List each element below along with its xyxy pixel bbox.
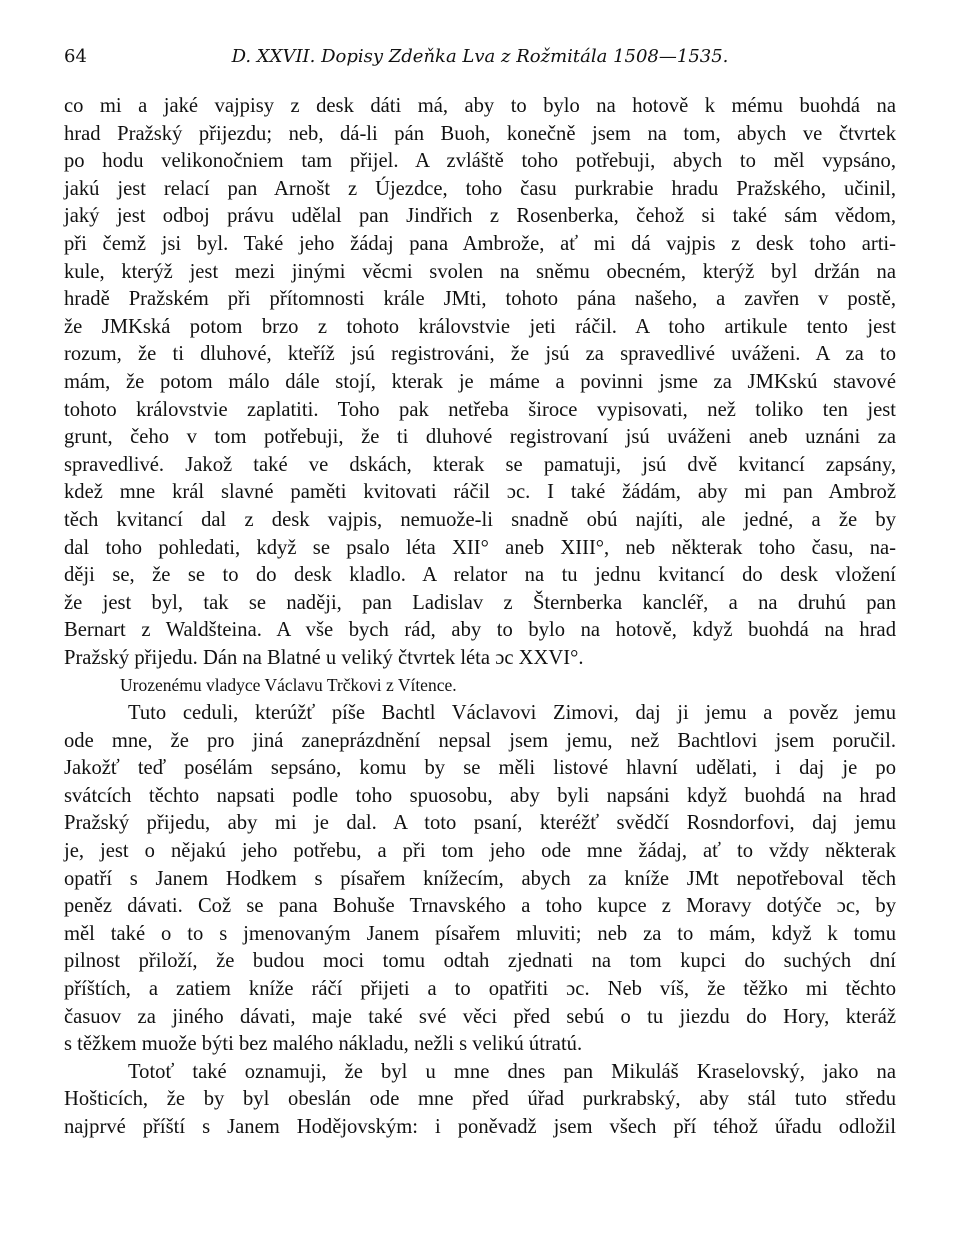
text-line: pilnost přiloží, že budou moci tomu odtah zjednati na tom kupci do suchých dní <box>64 950 896 973</box>
text-line: Tuto ceduli, kterúžť píše Bachtl Václavovi Zimovi, daj ji jemu a pověz jemu <box>128 702 896 725</box>
page-header <box>64 46 896 76</box>
text-line: Pražský přijedu. Dán na Blatné u veliký čtvrtek léta ɔc XXVI°. <box>64 646 584 669</box>
text-line: jakú jest relací pan Arnošt z Újezdce, toho času purkrabie hradu Pražského, učinil, <box>64 177 896 200</box>
paragraph-3 <box>64 1059 896 1142</box>
text-line: najprvé příští s Janem Hodějovským: i poněvadž jsem všech pří téhož úřadu odložil <box>64 1115 896 1138</box>
text-line: Hošticích, že by byl obeslán ode mne před úřad purkrabský, aby stál tuto středu <box>64 1088 896 1111</box>
text-line: při čemž jsi byl. Také jeho žádaj pana Ambrože, ať mi dá vajpis z desk toho arti- <box>64 232 896 255</box>
text-line: těch kvitancí dal z desk vajpis, nemuože-li snadně obú najíti, ale jedné, a že by <box>64 508 896 531</box>
text-line: po hodu velikonočniem tam přijel. A zvláště toho potřebuji, abych to měl vypsáno, <box>64 150 896 173</box>
letter-body <box>64 93 896 1142</box>
text-line: Jakožť teď posélám sepsáno, komu by se měli listové hlavní udělati, i daj je po <box>64 757 896 780</box>
text-line: časuov za jiného dávati, maje také své věci před sebú o tu jiezdu do Hory, kteráž <box>64 1005 896 1028</box>
text-line: že jest byl, tak se naději, pan Ladislav z Šternberka kancléř, a na druhú pan <box>64 591 896 614</box>
text-line: jaký jest odboj právu udělal pan Jindřich z Rosenberka, čehož si také sám vědom, <box>64 205 896 228</box>
text-line: kule, kterýž jest mezi jinými věcmi svolen na sněmu obecném, kterýž byl držán na <box>64 260 896 283</box>
text-line: ději se, že se to do desk kladlo. A relator na tu jednu kvitancí do desk vložení <box>64 564 896 587</box>
text-line: příštích, a zatiem kníže ráčí přijeti a to opatřiti ɔc. Neb víš, že těžko mi těchto <box>64 978 896 1000</box>
text-line: opatří s Janem Hodkem s písařem knížecím, abych za kníže JMt nepotřeboval těch <box>64 867 896 890</box>
text-line: co mi a jaké vajpisy z desk dáti má, aby to bylo na hotově k mému buohdá na <box>64 95 896 117</box>
text-line: hradě Pražském při přítomnosti krále JMti, tohoto pána našeho, a zavřen v postě, <box>64 288 896 311</box>
text-line: tohoto královstvie zaplatiti. Toho pak netřeba široce vypisovati, než toliko ten jest <box>64 398 896 421</box>
text-line: Totoť také oznamuji, že byl u mne dnes pan Mikuláš Kraselovský, jako na <box>128 1060 896 1083</box>
text-line: měl také o to s jmenovaným Janem písařem mluviti; neb za to mám, když k tomu <box>64 922 896 945</box>
text-line: že JMKská potom brzo z tohoto královstvie jeti ráčil. A toho artikule tento jest <box>64 315 896 338</box>
paragraph-2 <box>64 700 896 1059</box>
running-title: D. XXVII. Dopisy Zdeňka Lva z Rožmitála 1508—1535. <box>231 46 729 67</box>
text-line: je, jest o nějakú jeho potřebu, a při tom jeho ode mne žádaj, ať to vždy některak <box>64 840 896 863</box>
page-number: 64 <box>64 46 87 67</box>
text-line: ode mne, že pro jiná zaneprázdnění nepsal jsem jemu, než Bachtlovi jsem poručil. <box>64 729 896 752</box>
text-line: svátcích těchto napsati podle toho spuosobu, aby byli napsáni když buohdá na hrad <box>64 784 896 807</box>
text-line: dal toho pohledati, když se psalo léta XII° aneb XIII°, neb některak toho času, na- <box>64 536 896 559</box>
text-line: Pražský přijedu, aby mi je dal. A toto psaní, kteréžť svědčí Rosndorfovi, daj jemu <box>64 812 896 835</box>
text-line: s těžkem muože býti bez malého nákladu, nežli s velikú útratú. <box>64 1033 583 1056</box>
text-line: kdež mne král slavné paměti kvitovati ráčil ɔc. I také žádám, aby mi pan Ambrož <box>64 481 896 504</box>
paragraph-1 <box>64 93 896 672</box>
text-line: grunt, čeho v tom potřebuji, že ti dluhové registrovaní jsú uváženi aneb uznáni za <box>64 426 896 449</box>
text-line: peněz dávati. Což se pana Bohuše Trnavského a toho kupce z Moravy dotýče ɔc, by <box>64 895 896 918</box>
text-line: Bernart z Waldšteina. A vše bych rád, aby to bylo na hotově, když buohdá na hrad <box>64 619 896 642</box>
text-line: spravedlivé. Jakož také ve dskách, kterak se pamatuji, jsú dvě kvitancí zapsány, <box>64 453 896 476</box>
address-line: Urozenému vladyce Václavu Trčkovi z Vítence. <box>120 675 457 696</box>
text-line: mám, že potom málo dále stojí, kterak je máme a povinni jsme za JMKskú stavové <box>64 370 896 393</box>
text-line: hrad Pražský přijezdu; neb, dá-li pán Buoh, konečně jsem na tom, abych ve čtvrtek <box>64 122 896 145</box>
text-line: rozum, že ti dluhové, kteříž jsú registrováni, že jsú za spravedlivé uváženi. A za to <box>64 343 896 366</box>
